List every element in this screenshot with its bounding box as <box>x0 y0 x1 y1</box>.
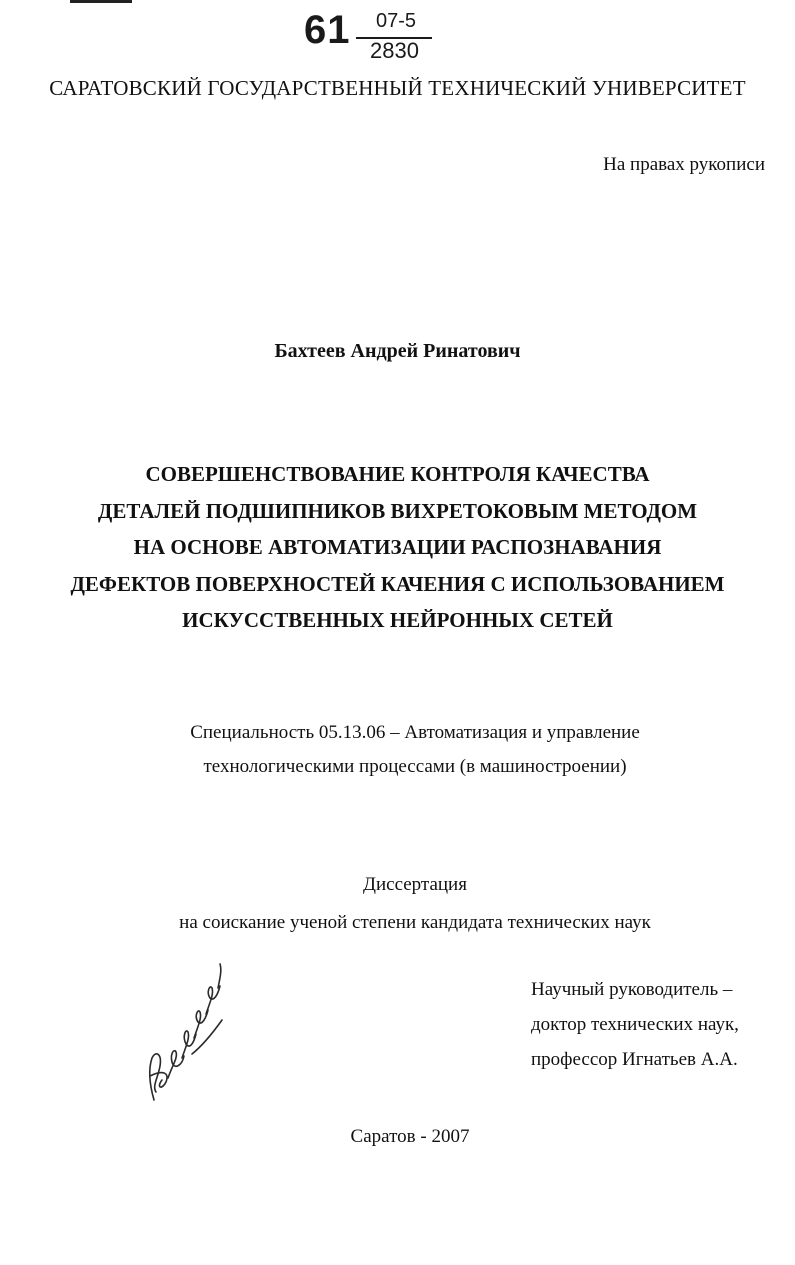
scan-edge-mark <box>70 0 132 3</box>
title-line: ДЕФЕКТОВ ПОВЕРХНОСТЕЙ КАЧЕНИЯ С ИСПОЛЬЗОВАНИЕМ <box>70 571 725 596</box>
dissertation-type <box>0 866 795 942</box>
city-year: Саратов - 2007 <box>350 1126 470 1147</box>
stamp-fraction-top: 07-5 <box>376 10 417 32</box>
handwritten-signature <box>132 958 242 1108</box>
dissertation-line: Диссертация <box>363 874 467 895</box>
supervisor-line: профессор Игнатьев А.А. <box>531 1049 738 1070</box>
scientific-supervisor <box>531 972 791 1077</box>
specialty-line: технологическими процессами (в машиностроении) <box>203 756 627 777</box>
dissertation-line: на соискание ученой степени кандидата технических наук <box>179 912 651 933</box>
title-line: ДЕТАЛЕЙ ПОДШИПНИКОВ ВИХРЕТОКОВЫМ МЕТОДОМ <box>97 498 698 523</box>
specialty <box>0 716 795 784</box>
author-name: Бахтеев Андрей Ринатович <box>274 340 521 362</box>
title-line: ИСКУССТВЕННЫХ НЕЙРОННЫХ СЕТЕЙ <box>182 608 613 632</box>
registry-stamp <box>304 6 434 62</box>
supervisor-line: доктор технических наук, <box>531 1014 739 1035</box>
manuscript-note: На правах рукописи <box>603 154 765 175</box>
stamp-number: 61 <box>304 8 351 52</box>
stamp-fraction-bottom: 2830 <box>370 38 419 63</box>
dissertation-title <box>0 456 795 639</box>
specialty-line: Специальность 05.13.06 – Автоматизация и управление <box>190 722 640 743</box>
title-line: СОВЕРШЕНСТВОВАНИЕ КОНТРОЛЯ КАЧЕСТВА <box>145 462 650 486</box>
supervisor-line: Научный руководитель – <box>531 979 733 1000</box>
title-line: НА ОСНОВЕ АВТОМАТИЗАЦИИ РАСПОЗНАВАНИЯ <box>133 535 662 559</box>
university-name: САРАТОВСКИЙ ГОСУДАРСТВЕННЫЙ ТЕХНИЧЕСКИЙ УНИВЕРСИТЕТ <box>49 76 746 100</box>
